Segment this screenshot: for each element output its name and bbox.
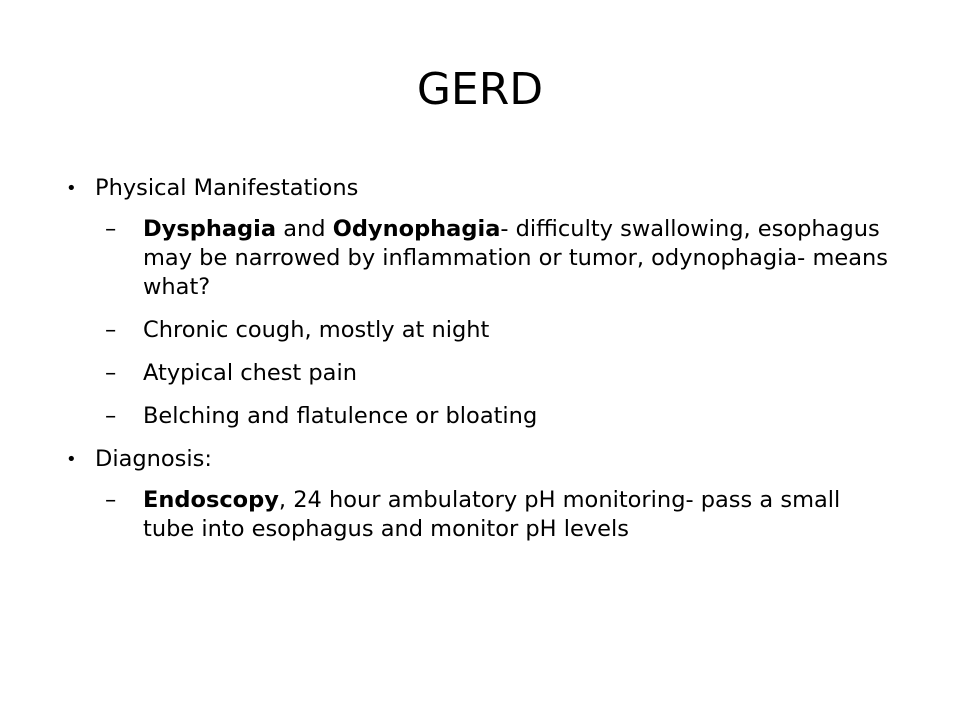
term-odynophagia: Odynophagia (332, 216, 501, 242)
bullet-list (66, 174, 896, 558)
term-dysphagia: Dysphagia (143, 216, 277, 242)
sub-bullet-dysphagia (105, 215, 896, 302)
section-heading: Physical Manifestations (95, 175, 359, 201)
sub-bullet-chest-pain (105, 359, 896, 388)
slide-title: GERD (416, 64, 544, 115)
sub-bullet-text: Atypical chest pain (143, 360, 357, 386)
dash-marker: – (105, 487, 117, 513)
dash-marker: – (105, 403, 117, 429)
bullet-marker: • (66, 449, 77, 470)
text-and: and (276, 216, 333, 242)
sub-bullet-endoscopy (105, 486, 896, 544)
dash-marker: – (105, 216, 117, 242)
sub-bullet-chronic-cough (105, 316, 896, 345)
section-heading: Diagnosis: (95, 446, 212, 472)
sub-bullet-text: Chronic cough, mostly at night (143, 317, 490, 343)
sub-bullet-list (95, 215, 896, 431)
sub-bullet-list (95, 486, 896, 544)
sub-bullet-belching (105, 402, 896, 431)
bullet-diagnosis (66, 445, 896, 544)
dash-marker: – (105, 360, 117, 386)
term-endoscopy: Endoscopy (143, 487, 279, 513)
bullet-marker: • (66, 178, 77, 199)
dysphagia-description: - difficulty swallowing, esophagus may be narrowed by inflammation or tumor, odynophagia- means what? (143, 216, 888, 300)
dash-marker: – (105, 317, 117, 343)
endoscopy-description: , 24 hour ambulatory pH monitoring- pass a small tube into esophagus and monitor pH levels (143, 487, 841, 542)
bullet-physical-manifestations (66, 174, 896, 431)
sub-bullet-text: Belching and flatulence or bloating (143, 403, 538, 429)
